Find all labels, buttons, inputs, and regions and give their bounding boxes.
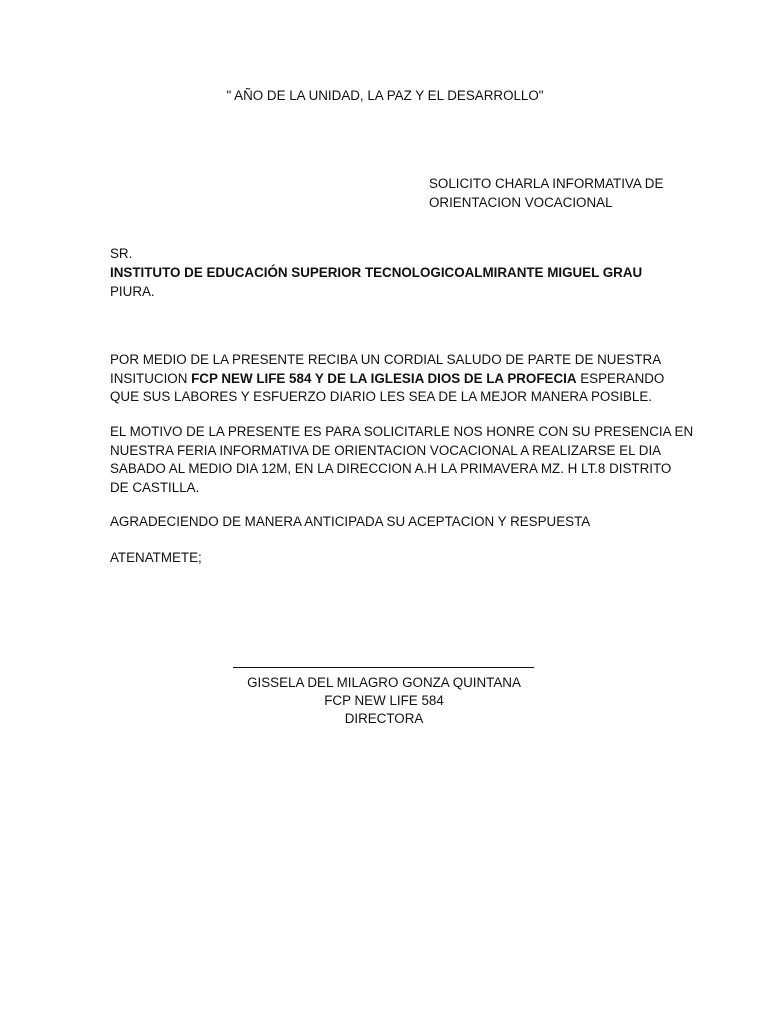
body-paragraph-thanks (110, 513, 658, 532)
paragraph-line: NUESTRA FERIA INFORMATIVA DE ORIENTACION VOCACIONAL A REALIZARSE EL DIA (110, 442, 662, 458)
subject-line-1: SOLICITO CHARLA INFORMATIVA DE (429, 176, 664, 191)
paragraph-line: POR MEDIO DE LA PRESENTE RECIBA UN CORDIAL SALUDO DE PARTE DE NUESTRA (110, 352, 662, 367)
paragraph-line: EL MOTIVO DE LA PRESENTE ES PARA SOLICITARLE NOS HONRE CON SU PRESENCIA EN (110, 424, 694, 439)
signature-role: DIRECTORA (344, 711, 424, 726)
paragraph-text: INSITUCION (110, 370, 192, 386)
closing-text: ATENATMETE; (110, 550, 202, 565)
signature-name: GISSELA DEL MILAGRO GONZA QUINTANA (247, 675, 521, 690)
organization-name: FCP NEW LIFE 584 Y DE LA IGLESIA DIOS DE LA PROFECIA (191, 370, 577, 386)
signature-organization: FCP NEW LIFE 584 (324, 693, 444, 708)
year-motto (0, 87, 768, 105)
addressee-block (110, 244, 642, 301)
body-paragraph-request (110, 423, 694, 497)
year-motto-text: " AÑO DE LA UNIDAD, LA PAZ Y EL DESARROLLO" (226, 88, 544, 103)
addressee-institution: INSTITUTO DE EDUCACIÓN SUPERIOR TECNOLOGICOALMIRANTE MIGUEL GRAU (110, 265, 643, 280)
signature-line (233, 667, 534, 668)
paragraph-line (110, 370, 665, 389)
paragraph-line: DE CASTILLA. (110, 479, 200, 495)
body-paragraph-greeting (110, 351, 665, 407)
subject-block (429, 174, 664, 212)
addressee-salutation: SR. (110, 246, 133, 261)
subject-line-2: ORIENTACION VOCACIONAL (429, 195, 613, 210)
paragraph-text: ESPERANDO (576, 370, 665, 386)
paragraph-line: SABADO AL MEDIO DIA 12M, EN LA DIRECCION A.H LA PRIMAVERA MZ. H LT.8 DISTRITO (110, 461, 672, 476)
paragraph-line: QUE SUS LABORES Y ESFUERZO DIARIO LES SEA DE LA MEJOR MANERA POSIBLE. (110, 389, 652, 404)
closing-salutation (110, 549, 658, 568)
paragraph-line: AGRADECIENDO DE MANERA ANTICIPADA SU ACEPTACION Y RESPUESTA (110, 514, 591, 529)
addressee-city: PIURA. (110, 284, 155, 299)
